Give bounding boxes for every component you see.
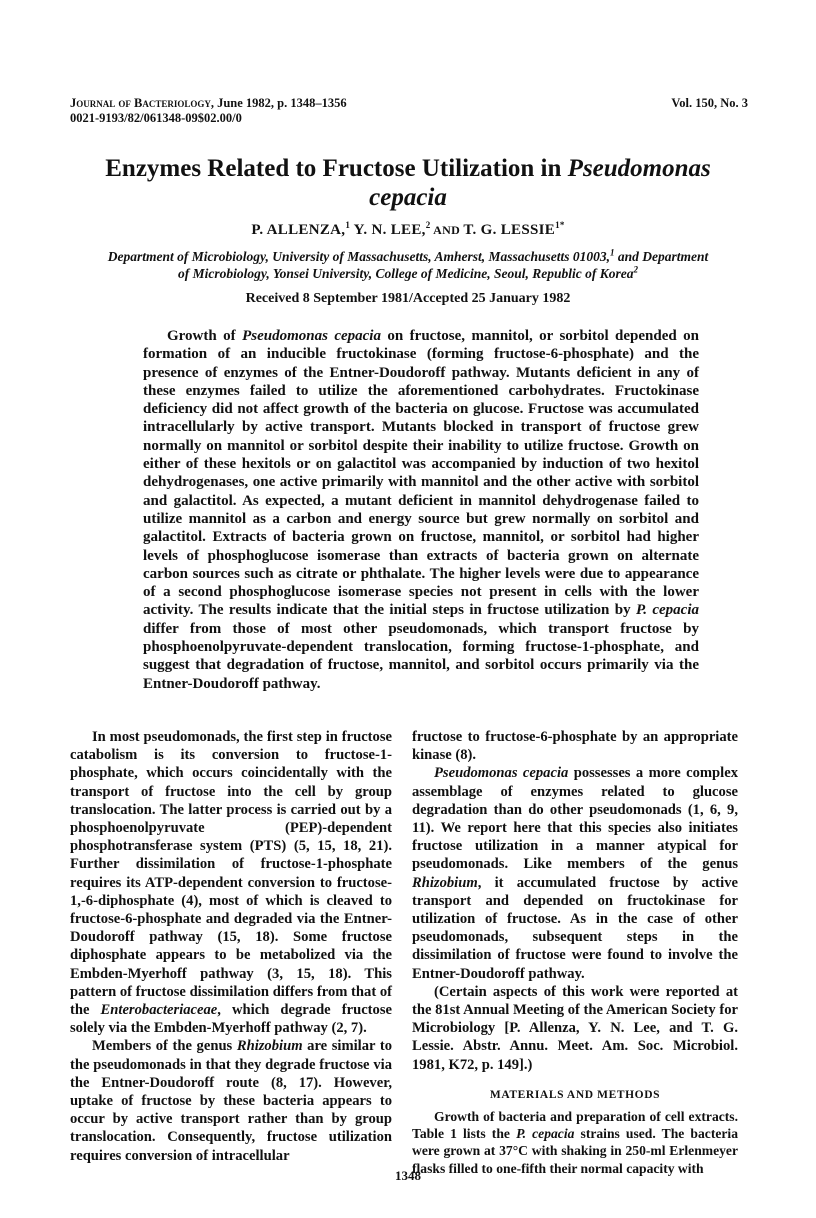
author-1: P. ALLENZA, [251, 222, 346, 238]
affiliation-2-marker: 2 [633, 264, 638, 275]
intro-p3-text: possesses a more complex assemblage of enzymes related to glucose degradation than do other pseudomonads (1, 6, 9, 11). We report here that this species also initiates fructose utilization in a manner atypical for pseudomonads. Like members of the genus [412, 765, 738, 873]
body-right-column [412, 728, 738, 1177]
journal-citation [70, 96, 347, 111]
methods-subheading: Growth of bacteria and preparation of cell extracts. [434, 1109, 738, 1125]
author-list [40, 222, 776, 239]
intro-p3-text-end: , it accumulated fructose by active transport and depended on fructokinase for utilization of fructose. As in the case of other pseudomonads, subsequent steps in the dissimilation of fructose were found to involve the Entner-Doudoroff pathway. [412, 874, 738, 982]
received-dates: Received 8 September 1981/Accepted 25 January 1982 [245, 291, 571, 306]
intro-paragraph-1 [70, 728, 392, 1037]
author-1-affil: 1 [345, 220, 351, 230]
author-3-affil: 1* [555, 220, 565, 230]
journal-header [70, 96, 347, 126]
intro-paragraph-2-continued: fructose to fructose-6-phosphate by an appropriate kinase (8). [412, 729, 738, 764]
affiliation-and: and Department [614, 249, 709, 264]
section-heading-methods: MATERIALS AND METHODS [489, 1088, 661, 1101]
volume-info: Vol. 150, No. 3 [671, 96, 748, 110]
methods-p1-taxon: P. cepacia [516, 1126, 575, 1142]
page-number: 1348 [395, 1168, 421, 1183]
methods-paragraph-1 [412, 1108, 738, 1177]
title-main: Enzymes Related to Fructose Utilization in [105, 155, 568, 182]
methods-p1-text-end: strains used. The bacteria were grown at 37°C with shaking in 250-ml Erlenmeyer flasks filled to one-fifth their normal capacity with [412, 1126, 738, 1176]
intro-p2-taxon: Rhizobium [236, 1038, 303, 1055]
journal-name: Journal of Bacteriology [70, 96, 211, 110]
affiliation-2: of Microbiology, Yonsei University, College of Medicine, Seoul, Republic of Korea [178, 266, 634, 281]
abstract [143, 327, 699, 693]
intro-p1-text: In most pseudomonads, the first step in fructose catabolism is its conversion to fructose-1-phosphate, which occurs coincidentally with the transport of fructose into the cell by group translocation. The latter process is carried out by a phosphoenolpyruvate (PEP)-dependent phosphotransferase system (PTS) (5, 15, 18, 21). Further dissimilation of fructose-1-phosphate requires its ATP-dependent conversion to fructose-1,-6-diphosphate (4), most of which is cleaved to fructose-6-phosphate and degraded via the Entner-Doudoroff pathway (15, 18). Some fructose diphosphate appears to be metabolized via the Embden-Myerhoff pathway (3, 15, 18). This pattern of fructose dissimilation differs from that of the [70, 729, 392, 1019]
intro-paragraph-2 [70, 1037, 392, 1164]
affiliation-1-marker: 1 [610, 247, 615, 258]
abstract-text-1: Growth of [167, 328, 243, 344]
abstract-organism-short: P. cepacia [635, 602, 700, 619]
title-italic-genus: Pseudomonas [567, 155, 711, 182]
intro-p2-text: Members of the genus [92, 1038, 237, 1055]
affiliation-1: Department of Microbiology, University of Massachusetts, Amherst, Massachusetts 01003, [107, 249, 610, 264]
author-2-affil: 2 [425, 220, 431, 230]
author-3: T. G. LESSIE [463, 222, 556, 238]
intro-paragraph-3 [412, 764, 738, 982]
issue-info: , June 1982, p. 1348–1356 [210, 96, 347, 110]
intro-p3-taxon-2: Rhizobium [412, 874, 478, 891]
intro-p1-taxon: Enterobacteriaceae [100, 1002, 218, 1019]
body-left-column [70, 728, 392, 1165]
author-2: Y. N. LEE, [350, 222, 426, 238]
article-title [40, 154, 776, 212]
intro-p1-text-end: , which degrade fructose solely via the Embden-Myerhoff pathway (2, 7). [70, 1002, 392, 1037]
title-italic-species: cepacia [369, 184, 447, 211]
intro-paragraph-4: (Certain aspects of this work were reported at the 81st Annual Meeting of the American Society for Microbiology [P. Allenza, Y. N. Lee, and T. G. Lessie. Abstr. Annu. Meet. Am. Soc. Microbiol. 1981, K72, p. 149].) [412, 983, 738, 1073]
article-code: 0021-9193/82/061348-09$02.00/0 [70, 111, 242, 125]
methods-p1-text: Table 1 lists the [412, 1126, 517, 1142]
intro-p2-text-end: are similar to the pseudomonads in that they degrade fructose via the Entner-Doudoroff route (8, 17). However, uptake of fructose by these bacteria appears to occur by active transport rather than by group translocation. Consequently, fructose utilization requires conversion of intracellular [70, 1038, 392, 1164]
abstract-text-2: on fructose, mannitol, or sorbitol depended on formation of an inducible fructokinase (forming fructose-6-phosphate) and the presence of enzymes of the Entner-Doudoroff pathway. Mutants deficient in any of these enzymes failed to utilize the aforementioned carbohydrates. Fructokinase deficiency did not affect growth of the bacteria on glucose. Fructose was accumulated intracellularly by active transport. Mutants blocked in transport of fructose grew normally on mannitol or sorbitol despite their inability to utilize fructose. Growth on either of these hexitols or on galactitol was accompanied by induction of two hexitol dehydrogenases, one active primarily with mannitol and the other active with sorbitol and galactitol. As expected, a mutant deficient in mannitol dehydrogenase failed to utilize mannitol as a carbon and energy source but grew normally on sorbitol and galactitol. Extracts of bacteria grown on fructose, mannitol, or sorbitol had higher levels of phosphoglucose isomerase than extracts of bacteria grown on alternate carbon sources such as citrate or phthalate. The higher levels were due to appearance of a second phosphoglucose isomerase species not present in cells with the lower activity. The results indicate that the initial steps in fructose utilization by [143, 328, 699, 619]
author-and: AND [430, 223, 464, 237]
intro-p3-taxon: Pseudomonas cepacia [434, 765, 569, 782]
abstract-organism: Pseudomonas cepacia [242, 328, 381, 344]
affiliations [60, 248, 756, 282]
abstract-text-3: differ from those of most other pseudomonads, which transport fructose by phosphoenolpyruvate-dependent translocation, forming fructose-1-phosphate, and suggest that degradation of fructose, mannitol, and sorbitol occurs primarily via the Entner-Doudoroff pathway. [143, 620, 699, 692]
